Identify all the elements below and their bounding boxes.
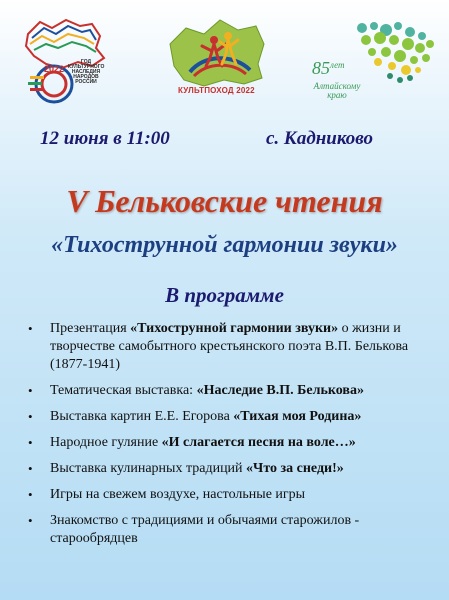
bullet-icon: • — [28, 321, 33, 336]
bullet-icon: • — [28, 487, 33, 502]
bullet-icon: • — [28, 461, 33, 476]
bullet-icon: • — [28, 409, 33, 424]
program-item: • Тематическая выставка: «Наследие В.П. Белькова» — [28, 383, 364, 398]
bullet-icon: • — [28, 513, 33, 528]
bullet-icon: • — [28, 383, 33, 398]
program-list — [26, 320, 436, 556]
program-item: • Игры на свежем воздухе, настольные игры — [28, 487, 306, 502]
program-item: • Народное гуляние «И слагается песня на воле…» — [28, 435, 356, 450]
program-item: • Выставка кулинарных традиций «Что за снеди!» — [28, 461, 344, 476]
logo-heritage-text: ГОД КУЛЬТУРНОГО НАСЛЕДИЯ НАРОДОВ РОССИИ — [68, 59, 105, 85]
header-logos — [0, 0, 449, 112]
event-subtitle: «Тихострунной гармонии звуки» — [51, 232, 398, 258]
program-item: • Знакомство с традициями и обычаями старожилов - старообрядцев — [28, 513, 360, 546]
bullet-icon: • — [28, 435, 33, 450]
program-item: • Презентация «Тихострунной гармонии звуки» о жизни и творчестве самобытного крестьянского поэта В.П. Белькова (1877-1941) — [28, 321, 409, 372]
altai-85-caption: Алтайскому краю — [313, 81, 361, 100]
kultpokhod-caption: КУЛЬТПОХОД 2022 — [178, 86, 255, 95]
event-date: 12 июня в 11:00 — [40, 128, 170, 149]
event-title: V Бельковские чтения — [66, 183, 383, 219]
logo-year-text: 2022 — [44, 64, 65, 74]
altai-85-number: $85^{лет}$ — [312, 58, 345, 78]
program-heading: В программе — [165, 283, 284, 307]
program-item: • Выставка картин Е.Е. Егорова «Тихая моя Родина» — [28, 409, 362, 424]
event-place: с. Кадниково — [266, 128, 374, 149]
